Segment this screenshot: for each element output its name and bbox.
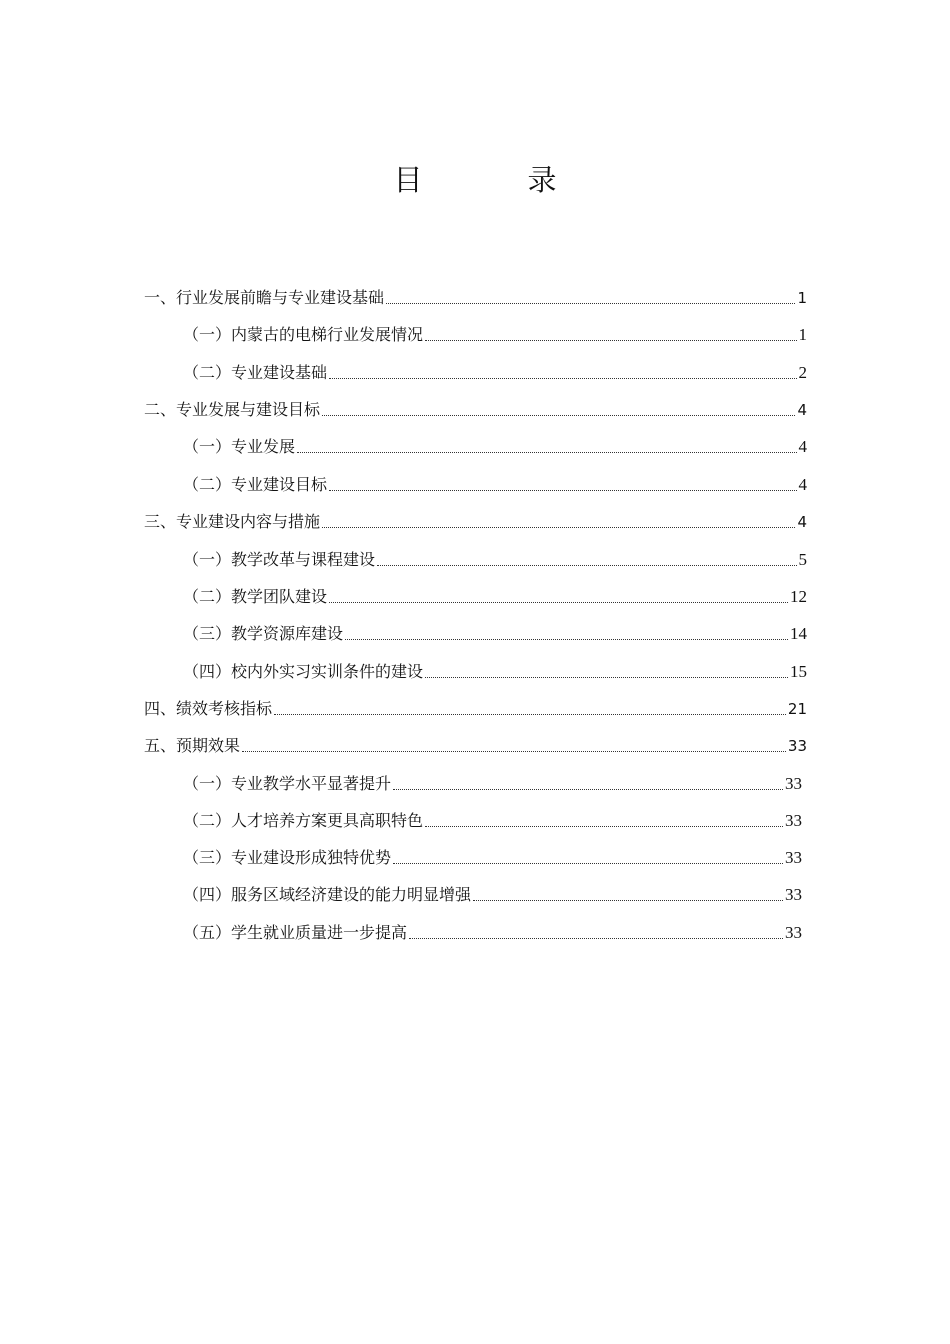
toc-entry-page-number: 21 xyxy=(787,700,807,718)
toc-entry[interactable] xyxy=(183,465,807,495)
toc-entry[interactable] xyxy=(183,540,807,570)
dot-leader xyxy=(297,452,796,453)
dot-leader xyxy=(322,527,795,528)
toc-entry-page-number: 2 xyxy=(798,363,807,382)
dot-leader xyxy=(425,826,783,827)
toc-entry[interactable] xyxy=(183,652,807,682)
toc-entry-page-number: 33 xyxy=(785,848,802,867)
toc-entry[interactable] xyxy=(144,689,807,719)
toc-entry-page-number: 4 xyxy=(797,513,807,531)
dot-leader xyxy=(425,340,796,341)
dot-leader xyxy=(329,378,796,379)
toc-entry-label: 五、预期效果 xyxy=(144,736,241,755)
toc-entry-label: （二）专业建设基础 xyxy=(183,363,328,382)
toc-entry[interactable] xyxy=(144,726,807,756)
toc-entry-label: 一、行业发展前瞻与专业建设基础 xyxy=(144,288,385,307)
dot-leader xyxy=(274,714,786,715)
dot-leader xyxy=(409,938,783,939)
toc-entry-page-number: 14 xyxy=(790,624,807,643)
toc-entry-page-number: 33 xyxy=(787,737,807,755)
dot-leader xyxy=(377,565,796,566)
dot-leader xyxy=(393,789,783,790)
toc-entry[interactable] xyxy=(183,614,807,644)
toc-entry-label: （四）服务区域经济建设的能力明显增强 xyxy=(183,885,472,904)
toc-entry-label: （三）教学资源库建设 xyxy=(183,624,344,643)
toc-entry-label: （一）教学改革与课程建设 xyxy=(183,550,376,569)
dot-leader xyxy=(425,677,788,678)
toc-entry-page-number: 5 xyxy=(798,550,807,569)
toc-entry-page-number: 33 xyxy=(785,885,802,904)
toc-entry[interactable] xyxy=(183,875,802,905)
toc-entry-page-number: 15 xyxy=(790,662,807,681)
toc-entry[interactable] xyxy=(144,278,807,308)
toc-entry[interactable] xyxy=(183,315,807,345)
toc-entry-label: （二）教学团队建设 xyxy=(183,587,328,606)
toc-entry[interactable] xyxy=(144,502,807,532)
dot-leader xyxy=(473,900,783,901)
toc-entry[interactable] xyxy=(183,353,807,383)
toc-entry-label: （五）学生就业质量进一步提高 xyxy=(183,923,408,942)
dot-leader xyxy=(393,863,783,864)
toc-entry-page-number: 1 xyxy=(798,325,807,344)
toc-entry-page-number: 33 xyxy=(785,811,802,830)
dot-leader xyxy=(386,303,795,304)
dot-leader xyxy=(345,639,788,640)
toc-entry-label: （四）校内外实习实训条件的建设 xyxy=(183,662,424,681)
page-title: 目 录 xyxy=(393,163,595,197)
toc-entry-label: 三、专业建设内容与措施 xyxy=(144,512,321,531)
toc-entry[interactable] xyxy=(183,764,802,794)
toc-entry-label: （二）人才培养方案更具高职特色 xyxy=(183,811,424,830)
toc-entry-page-number: 4 xyxy=(797,401,807,419)
toc-entry-page-number: 33 xyxy=(785,923,802,942)
toc-entry-page-number: 4 xyxy=(798,475,807,494)
toc-entry[interactable] xyxy=(183,427,807,457)
dot-leader xyxy=(322,415,795,416)
toc-entry-label: 二、专业发展与建设目标 xyxy=(144,400,321,419)
dot-leader xyxy=(242,751,786,752)
dot-leader xyxy=(329,490,796,491)
toc-entry[interactable] xyxy=(144,390,807,420)
toc-entry[interactable] xyxy=(183,577,807,607)
toc-entry-label: （一）专业教学水平显著提升 xyxy=(183,774,392,793)
toc-entry-label: （一）专业发展 xyxy=(183,437,296,456)
dot-leader xyxy=(329,602,788,603)
toc-entry[interactable] xyxy=(183,913,802,943)
toc-entry-page-number: 1 xyxy=(797,289,807,307)
toc-entry[interactable] xyxy=(183,801,802,831)
toc-entry-page-number: 4 xyxy=(798,437,807,456)
toc-entry-page-number: 33 xyxy=(785,774,802,793)
toc-entry-label: （三）专业建设形成独特优势 xyxy=(183,848,392,867)
toc-entry-page-number: 12 xyxy=(790,587,807,606)
toc-entry[interactable] xyxy=(183,838,802,868)
toc-entry-label: （一）内蒙古的电梯行业发展情况 xyxy=(183,325,424,344)
toc-entry-label: 四、绩效考核指标 xyxy=(144,699,273,718)
toc-entry-label: （二）专业建设目标 xyxy=(183,475,328,494)
